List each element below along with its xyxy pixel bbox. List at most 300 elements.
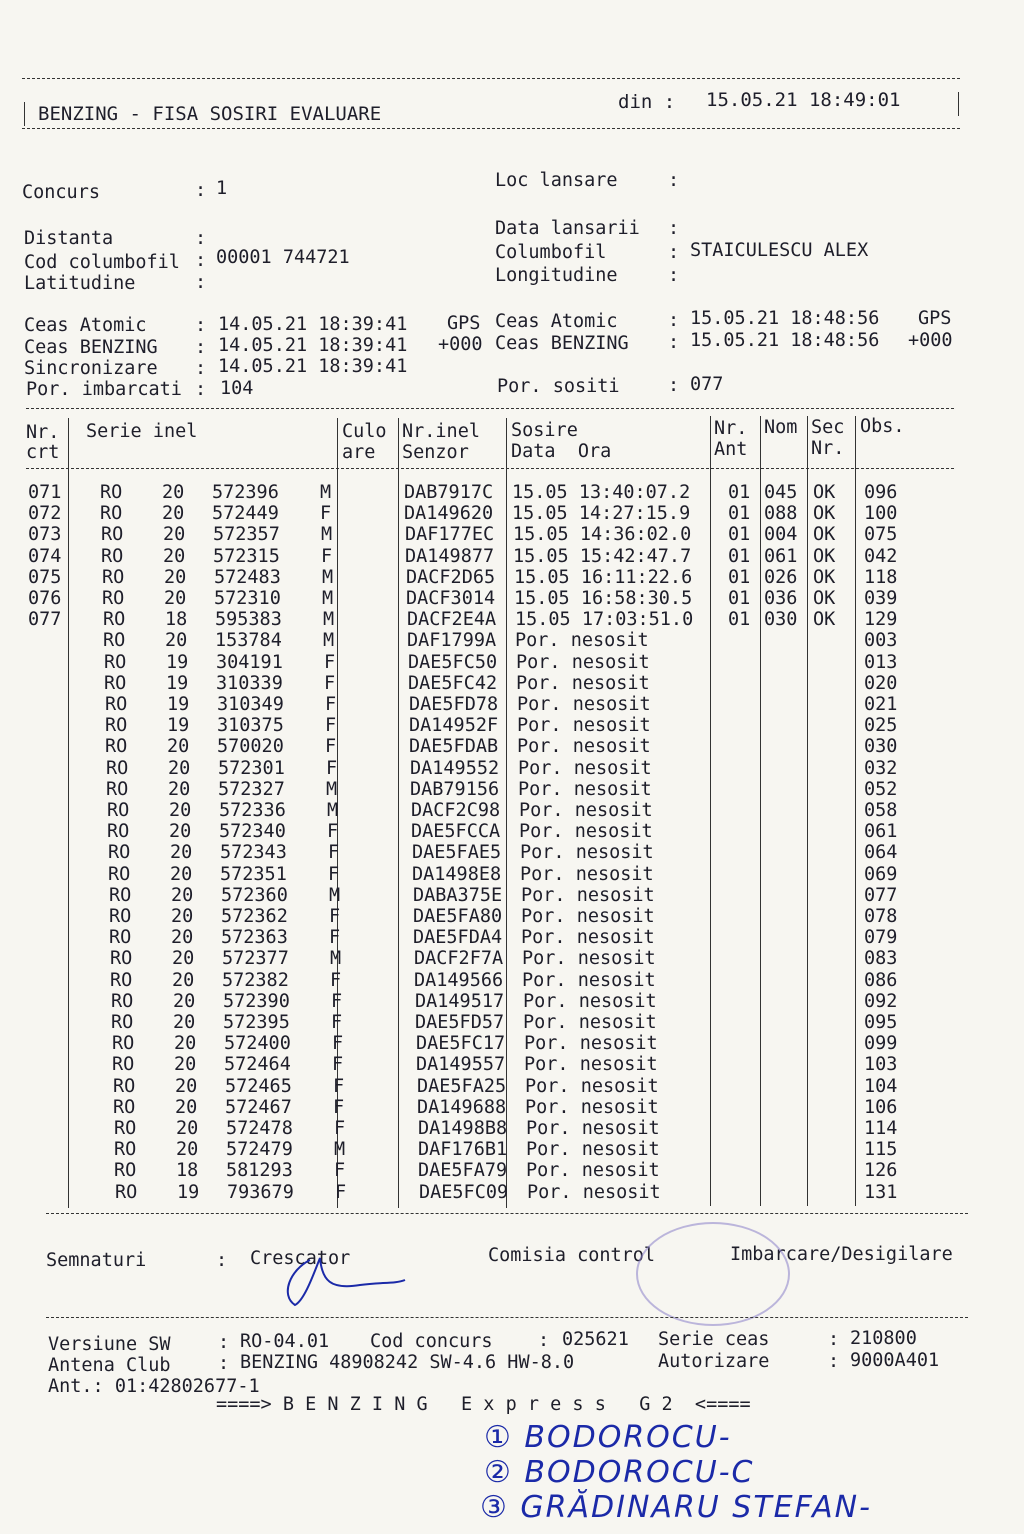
row-sosire: 15.05 14:36:02.0	[513, 524, 692, 546]
cod-concurs-colon: :	[538, 1330, 550, 1351]
crescator-signature	[270, 1250, 410, 1310]
row-obs: 096	[864, 482, 898, 503]
row-sec: OK	[813, 503, 836, 525]
row-sex: F	[324, 651, 336, 673]
table-row	[0, 482, 1024, 503]
row-obs: 086	[864, 969, 898, 991]
row-nr: 075	[28, 566, 62, 588]
imbarcati-colon: :	[195, 379, 207, 400]
row-tara: RO	[103, 630, 126, 652]
row-sosire: Por. nesosit	[525, 1096, 659, 1118]
row-an: 19	[167, 715, 190, 737]
row-sosire: Por. nesosit	[522, 948, 656, 970]
row-tara: RO	[112, 1033, 135, 1055]
row-senzor: DAE5FAE5	[412, 842, 502, 864]
row-an: 20	[172, 948, 195, 970]
table-row	[0, 736, 1024, 757]
latitudine-label: Latitudine	[24, 273, 136, 294]
row-senzor: DAF176B1	[418, 1139, 508, 1161]
row-an: 20	[164, 566, 187, 588]
row-inel: 572382	[222, 969, 289, 991]
ceas-benzing-right-colon: :	[668, 332, 680, 353]
columbofil-label: Columbofil	[495, 242, 607, 263]
table-row	[0, 1054, 1024, 1075]
row-tara: RO	[111, 1012, 134, 1033]
versiune-value: RO-04.01	[240, 1331, 330, 1352]
benzing-banner: ====> B E N Z I N G E x p r e s s G 2 <====	[216, 1394, 751, 1415]
row-an: 20	[164, 588, 187, 609]
row-tara: RO	[108, 842, 131, 864]
row-tara: RO	[109, 884, 132, 906]
row-an: 20	[168, 757, 191, 779]
row-sex: M	[330, 948, 342, 970]
row-sosire: Por. nesosit	[516, 651, 650, 673]
distanta-label: Distanta	[24, 228, 114, 249]
row-sosire: 15.05 15:42:47.7	[513, 545, 692, 567]
row-inel: 153784	[215, 630, 282, 652]
row-sosire: 15.05 16:58:30.5	[514, 588, 693, 609]
row-inel: 572315	[213, 545, 280, 567]
ceas-atomic-right-colon: :	[668, 310, 680, 331]
row-inel: 595383	[215, 609, 282, 631]
col-sosire-header-2: Data Ora	[511, 441, 612, 462]
row-senzor: DAE5FDAB	[409, 736, 499, 758]
header-right-bar	[958, 92, 959, 116]
row-sosire: Por. nesosit	[524, 1033, 658, 1055]
table-row	[0, 864, 1024, 885]
row-tara: RO	[104, 672, 127, 694]
col-crt-header: crt	[26, 442, 60, 463]
row-obs: 079	[864, 927, 898, 949]
row-an: 19	[166, 651, 189, 673]
table-row	[0, 609, 1024, 630]
row-sosire: Por. nesosit	[526, 1160, 660, 1182]
row-sosire: Por. nesosit	[515, 630, 649, 652]
row-senzor: DAE5FA80	[413, 906, 503, 927]
row-sosire: Por. nesosit	[522, 969, 656, 991]
row-inel: 310349	[217, 694, 284, 715]
row-tara: RO	[100, 482, 123, 503]
row-sex: F	[333, 1075, 345, 1097]
row-nom: 030	[764, 609, 798, 631]
row-sosire: Por. nesosit	[521, 884, 655, 906]
row-tara: RO	[112, 1054, 135, 1076]
row-senzor: DACF2C98	[411, 800, 501, 821]
row-sex: F	[335, 1181, 347, 1203]
concurs-value: 1	[216, 178, 228, 199]
row-senzor: DA149620	[404, 503, 494, 525]
ceas-benzing-right-value: 15.05.21 18:48:56	[690, 330, 880, 351]
row-tara: RO	[113, 1096, 136, 1118]
row-nr: 074	[28, 545, 62, 567]
row-senzor: DAE5FDA4	[413, 927, 503, 949]
row-senzor: DA1498E8	[412, 863, 502, 885]
autorizare-colon: :	[828, 1351, 840, 1372]
row-inel: 572479	[226, 1139, 293, 1161]
row-an: 20	[170, 863, 193, 885]
ceas-atomic-left-colon: :	[195, 315, 207, 336]
row-tara: RO	[114, 1139, 137, 1161]
sincronizare-colon: :	[195, 358, 207, 379]
table-row	[0, 1182, 1024, 1203]
row-obs: 058	[864, 800, 898, 821]
row-sec: OK	[813, 482, 836, 503]
cod-columbofil-label: Cod columbofil	[24, 252, 180, 273]
row-sosire: Por. nesosit	[525, 1075, 659, 1097]
col-sosire-header-1: Sosire	[511, 420, 578, 441]
row-senzor: DABA375E	[413, 884, 503, 906]
row-sex: M	[322, 588, 334, 609]
row-sec: OK	[813, 609, 836, 631]
table-row	[0, 652, 1024, 673]
row-senzor: DAE5FC50	[408, 651, 498, 673]
row-inel: 310375	[217, 715, 284, 737]
row-sosire: 15.05 16:11:22.6	[514, 566, 693, 588]
row-an: 20	[171, 906, 194, 927]
row-obs: 021	[864, 694, 898, 715]
ant-line: Ant.: 01:42802677-1	[48, 1376, 260, 1397]
row-sex: M	[320, 482, 332, 503]
ceas-atomic-left-suffix: GPS	[447, 313, 481, 334]
row-inel: 572464	[224, 1054, 291, 1076]
columbofil-value: STAICULESCU ALEX	[690, 240, 869, 261]
row-sosire: Por. nesosit	[523, 990, 657, 1012]
row-an: 20	[173, 990, 196, 1012]
row-an: 20	[176, 1139, 199, 1161]
row-inel: 572390	[223, 990, 290, 1012]
row-senzor: DAB79156	[410, 778, 500, 800]
concurs-label: Concurs	[22, 182, 100, 203]
row-tara: RO	[105, 736, 128, 758]
row-obs: 114	[864, 1118, 898, 1139]
row-inel: 572395	[223, 1012, 290, 1033]
row-an: 19	[166, 672, 189, 694]
row-obs: 013	[864, 651, 898, 673]
row-sex: F	[325, 694, 337, 715]
row-an: 20	[175, 1096, 198, 1118]
row-sosire: Por. nesosit	[516, 672, 650, 694]
table-row	[0, 694, 1024, 715]
loc-lansare-colon: :	[668, 170, 680, 191]
row-obs: 077	[864, 884, 898, 906]
autorizare-value: 9000A401	[850, 1350, 940, 1371]
row-obs: 131	[864, 1181, 898, 1203]
row-inel: 572465	[225, 1075, 292, 1097]
row-an: 19	[167, 694, 190, 715]
table-row	[0, 991, 1024, 1012]
row-obs: 083	[864, 948, 898, 970]
row-sex: F	[325, 715, 337, 737]
row-tara: RO	[114, 1160, 137, 1182]
row-sex: F	[325, 736, 337, 758]
footer-top-rule	[46, 1317, 968, 1318]
longitudine-label: Longitudine	[495, 265, 618, 286]
row-sosire: 15.05 14:27:15.9	[512, 503, 691, 525]
row-an: 20	[163, 545, 186, 567]
ceas-atomic-left-label: Ceas Atomic	[24, 315, 147, 336]
row-ant: 01	[728, 524, 751, 546]
table-row	[0, 948, 1024, 969]
distanta-colon: :	[195, 228, 207, 249]
row-sex: F	[332, 1033, 344, 1055]
table-row	[0, 546, 1024, 567]
row-obs: 061	[864, 821, 898, 843]
table-row	[0, 1097, 1024, 1118]
row-inel: 572310	[214, 588, 281, 609]
row-tara: RO	[115, 1181, 138, 1203]
row-inel: 572327	[218, 778, 285, 800]
row-tara: RO	[111, 990, 134, 1012]
table-bottom-rule	[46, 1213, 968, 1214]
row-an: 20	[172, 969, 195, 991]
row-an: 18	[176, 1160, 199, 1182]
row-tara: RO	[106, 778, 129, 800]
ceas-atomic-right-value: 15.05.21 18:48:56	[690, 308, 880, 329]
table-row	[0, 821, 1024, 842]
row-tara: RO	[101, 524, 124, 546]
row-senzor: DACF2E4A	[407, 609, 497, 631]
table-row	[0, 503, 1024, 524]
row-inel: 572340	[219, 821, 286, 843]
row-sex: F	[327, 821, 339, 843]
col-ant-header-1: Nr.	[714, 418, 748, 439]
versiune-label: Versiune SW	[48, 1334, 171, 1355]
row-tara: RO	[100, 503, 123, 525]
col-nom-header: Nom	[764, 417, 798, 438]
row-tara: RO	[110, 948, 133, 970]
table-row	[0, 524, 1024, 545]
row-an: 20	[174, 1054, 197, 1076]
row-sec: OK	[813, 566, 836, 588]
handwritten-note-1: ① BODOROCU-	[484, 1420, 732, 1455]
row-obs: 003	[864, 630, 898, 652]
cod-columbofil-colon: :	[195, 250, 207, 271]
row-inel: 572343	[220, 842, 287, 864]
row-nom: 061	[764, 545, 798, 567]
table-row	[0, 758, 1024, 779]
table-row	[0, 842, 1024, 863]
table-row	[0, 885, 1024, 906]
row-sosire: Por. nesosit	[521, 906, 655, 927]
row-sosire: Por. nesosit	[517, 715, 651, 737]
row-ant: 01	[728, 588, 751, 609]
table-row	[0, 1012, 1024, 1033]
semnaturi-label: Semnaturi	[46, 1250, 147, 1271]
imbarcati-label: Por. imbarcati	[26, 379, 182, 400]
row-sosire: Por. nesosit	[520, 842, 654, 864]
row-ant: 01	[728, 609, 751, 631]
row-tara: RO	[102, 588, 125, 609]
row-senzor: DA1498B8	[418, 1118, 508, 1139]
row-obs: 103	[864, 1054, 898, 1076]
table-row	[0, 1033, 1024, 1054]
row-obs: 052	[864, 778, 898, 800]
row-sec: OK	[813, 545, 836, 567]
row-an: 18	[165, 609, 188, 631]
longitudine-colon: :	[668, 265, 680, 286]
row-sex: M	[326, 778, 338, 800]
row-obs: 078	[864, 906, 898, 927]
row-sosire: Por. nesosit	[523, 1012, 657, 1033]
row-nr: 071	[28, 482, 62, 503]
row-obs: 126	[864, 1160, 898, 1182]
ceas-benzing-left-value: 14.05.21 18:39:41	[218, 335, 408, 356]
row-tara: RO	[102, 566, 125, 588]
row-inel: 572362	[221, 906, 288, 927]
row-tara: RO	[103, 609, 126, 631]
report-datetime: 15.05.21 18:49:01	[706, 89, 901, 111]
table-row	[0, 630, 1024, 651]
row-inel: 572336	[219, 800, 286, 821]
row-an: 20	[171, 884, 194, 906]
row-senzor: DAE5FC17	[416, 1033, 506, 1055]
row-sex: F	[334, 1160, 346, 1182]
table-row	[0, 800, 1024, 821]
ceas-benzing-right-suffix: +000	[908, 330, 953, 351]
row-sosire: Por. nesosit	[518, 778, 652, 800]
ceas-atomic-right-label: Ceas Atomic	[495, 311, 618, 332]
autorizare-label: Autorizare	[658, 1351, 770, 1372]
row-an: 20	[162, 482, 185, 503]
ceas-benzing-right-label: Ceas BENZING	[495, 333, 629, 354]
row-senzor: DA14952F	[409, 715, 499, 737]
row-an: 20	[176, 1118, 199, 1139]
serie-ceas-value: 210800	[850, 1328, 917, 1349]
row-sex: M	[321, 524, 333, 546]
row-sex: F	[332, 1054, 344, 1076]
row-tara: RO	[105, 694, 128, 715]
row-sosire: Por. nesosit	[526, 1139, 660, 1161]
row-an: 20	[174, 1033, 197, 1055]
table-row	[0, 927, 1024, 948]
row-tara: RO	[107, 800, 130, 821]
row-sosire: Por. nesosit	[517, 736, 651, 758]
row-an: 20	[168, 778, 191, 800]
row-sec: OK	[813, 524, 836, 546]
sositi-colon: :	[668, 375, 680, 396]
antena-value: BENZING 48908242 SW-4.6 HW-8.0	[240, 1352, 575, 1373]
col-sec-header-1: Sec	[811, 417, 845, 438]
sincronizare-label: Sincronizare	[24, 358, 158, 379]
table-row	[0, 1139, 1024, 1160]
crescator-label: Crescator	[250, 1248, 351, 1269]
row-senzor: DACF2F7A	[414, 948, 504, 970]
columbofil-colon: :	[668, 242, 680, 263]
header-top-rule	[22, 78, 960, 79]
row-ant: 01	[728, 482, 751, 503]
row-senzor: DAE5FA79	[418, 1160, 508, 1182]
row-senzor: DAE5FD57	[415, 1012, 505, 1033]
row-tara: RO	[107, 821, 130, 843]
ceas-benzing-left-colon: :	[195, 337, 207, 358]
row-sex: F	[334, 1118, 346, 1139]
row-inel: 572478	[226, 1118, 293, 1139]
imbarcare-label: Imbarcare/Desigilare	[730, 1244, 953, 1265]
row-sex: M	[323, 630, 335, 652]
concurs-colon: :	[195, 180, 207, 201]
row-an: 20	[162, 503, 185, 525]
row-nom: 026	[764, 566, 798, 588]
loc-lansare-label: Loc lansare	[495, 170, 618, 191]
row-tara: RO	[108, 863, 131, 885]
row-senzor: DAF1799A	[407, 630, 497, 652]
row-sex: F	[331, 1012, 343, 1033]
row-senzor: DA149566	[414, 969, 504, 991]
handwritten-note-2: ② BODOROCU-C	[484, 1455, 755, 1490]
row-obs: 042	[864, 545, 898, 567]
row-inel: 581293	[226, 1160, 293, 1182]
row-sex: M	[323, 609, 335, 631]
row-an: 20	[170, 842, 193, 864]
row-sosire: 15.05 17:03:51.0	[515, 609, 694, 631]
row-sosire: Por. nesosit	[518, 757, 652, 779]
row-sex: F	[329, 906, 341, 927]
row-inel: 572449	[212, 503, 279, 525]
imbarcati-value: 104	[220, 378, 254, 399]
row-senzor: DA149557	[416, 1054, 506, 1076]
data-lansarii-label: Data lansarii	[495, 218, 640, 239]
row-sosire: 15.05 13:40:07.2	[512, 482, 691, 503]
row-obs: 069	[864, 863, 898, 885]
table-row	[0, 1076, 1024, 1097]
row-obs: 129	[864, 609, 898, 631]
row-inel: 310339	[216, 672, 283, 694]
row-an: 19	[177, 1181, 200, 1203]
col-sec-header-2: Nr.	[811, 438, 845, 459]
row-obs: 075	[864, 524, 898, 546]
row-inel: 572396	[212, 482, 279, 503]
row-an: 20	[175, 1075, 198, 1097]
row-nom: 036	[764, 588, 798, 609]
row-nr: 076	[28, 588, 62, 609]
row-senzor: DA149517	[415, 990, 505, 1012]
semnaturi-colon: :	[216, 1250, 228, 1271]
table-row	[0, 970, 1024, 991]
row-sex: F	[321, 545, 333, 567]
commission-stamp	[636, 1222, 790, 1326]
row-senzor: DA149552	[410, 757, 500, 779]
table-row	[0, 673, 1024, 694]
row-tara: RO	[114, 1118, 137, 1139]
table-row	[0, 1160, 1024, 1181]
col-nrinel-header-2: Senzor	[402, 442, 469, 463]
row-nom: 045	[764, 482, 798, 503]
row-senzor: DAE5FA25	[417, 1075, 507, 1097]
row-inel: 572467	[225, 1096, 292, 1118]
row-inel: 793679	[227, 1181, 294, 1203]
row-sex: F	[333, 1096, 345, 1118]
row-sex: F	[330, 969, 342, 991]
sositi-label: Por. sositi	[497, 376, 620, 397]
row-sex: F	[320, 503, 332, 525]
table-top-rule	[26, 408, 954, 409]
row-senzor: DAE5FC09	[419, 1181, 509, 1203]
table-header-rule	[26, 468, 954, 469]
row-inel: 304191	[216, 651, 283, 673]
ceas-benzing-left-suffix: +000	[438, 334, 483, 355]
row-tara: RO	[113, 1075, 136, 1097]
row-sosire: Por. nesosit	[521, 927, 655, 949]
row-sex: F	[331, 990, 343, 1012]
table-row	[0, 588, 1024, 609]
header-left-bar	[24, 102, 25, 126]
row-obs: 025	[864, 715, 898, 737]
row-tara: RO	[109, 927, 132, 949]
row-inel: 572483	[214, 566, 281, 588]
row-an: 20	[169, 821, 192, 843]
row-sosire: Por. nesosit	[520, 863, 654, 885]
row-sex: M	[322, 566, 334, 588]
